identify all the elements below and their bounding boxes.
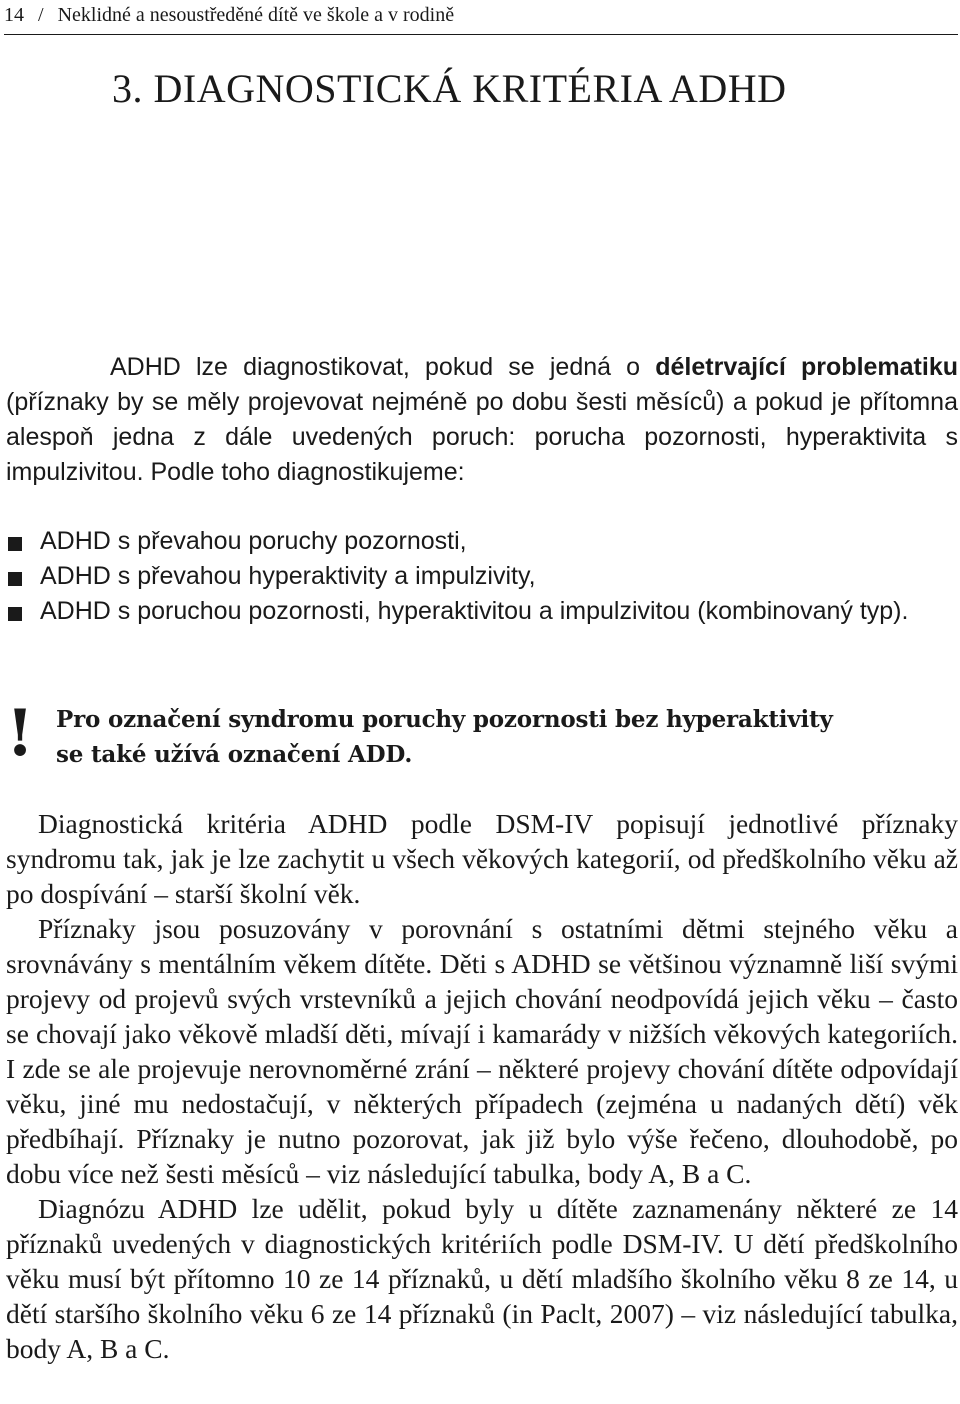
note-text bbox=[56, 702, 956, 772]
intro-paragraph bbox=[6, 350, 958, 490]
intro-text-end: (příznaky by se měly projevovat nejméně po dobu šesti měsíců) a pokud je přítomna alespoň jedna z dále uvedených poruch: porucha pozornosti, hyperaktivita s impulzivitou. Podle toho diagnostikujeme: bbox=[6, 388, 958, 486]
page-number: 14 bbox=[4, 4, 24, 26]
list-item-text: ADHD s převahou poruchy pozornosti, bbox=[40, 527, 467, 555]
intro-block bbox=[6, 350, 958, 490]
list-item bbox=[6, 524, 958, 559]
intro-emphasis: déletrvající problematiku bbox=[655, 353, 959, 381]
list-item-text: ADHD s převahou hyperaktivity a impulzivity, bbox=[40, 562, 536, 590]
exclamation-icon: ! bbox=[6, 696, 35, 771]
header-rule bbox=[4, 34, 958, 35]
square-bullet-icon bbox=[8, 537, 22, 551]
note-line-1: Pro označení syndromu poruchy pozornosti bez hyperaktivity bbox=[56, 706, 833, 733]
paragraph-diagnosis: Diagnózu ADHD lze udělit, pokud byly u dítěte zaznamenány některé ze 14 příznaků uvedených v diagnostických kritériích podle DSM-IV. U dětí předškolního věku musí být přítomno 10 ze 14 příznaků, u dětí mladšího školního věku 8 ze 14, u dětí staršího školního věku 6 ze 14 příznaků (in Paclt, 2007) – viz následující tabulka, body A, B a C. bbox=[6, 1193, 958, 1364]
square-bullet-icon bbox=[8, 607, 22, 621]
paragraph-dsm-criteria: Diagnostická kritéria ADHD podle DSM-IV popisují jednotlivé příznaky syndromu tak, jak je lze zachytit u všech věkových kategorií, od předškolního věku až po dospívání – starší školní věk. bbox=[6, 808, 958, 909]
list-item-text: ADHD s poruchou pozornosti, hyperaktivitou a impulzivitou (kombinovaný typ). bbox=[40, 597, 909, 625]
chapter-title: 3. DIAGNOSTICKÁ KRITÉRIA ADHD bbox=[112, 66, 787, 111]
note-line-2: se také užívá označení ADD. bbox=[56, 741, 413, 768]
diagnosis-type-list bbox=[6, 524, 958, 629]
header-separator: / bbox=[38, 4, 44, 26]
book-title: Neklidné a nesoustředěné dítě ve škole a v rodině bbox=[57, 4, 455, 26]
square-bullet-icon bbox=[8, 572, 22, 586]
running-header bbox=[4, 0, 958, 36]
paragraph-symptom-assessment: Příznaky jsou posuzovány v porovnání s ostatními dětmi stejného věku a srovnávány s mentálním věkem dítěte. Děti s ADHD se většinou významně liší svými projevy od projevů svých vrstevníků a jejich chování neodpovídá jejich věku – často se chovají jako věkově mladší děti, mívají i kamarády v nižších věkových kategoriích. I zde se ale projevuje nerovnoměrné zrání – některé projevy chování dítěte odpovídají věku, jiné mu nedostačují, v některých případech (zejména u nadaných dětí) věk předbíhají. Příznaky je nutno pozorovat, jak již bylo výše řečeno, dlouhodobě, po dobu více než šesti měsíců – viz následující tabulka, body A, B a C. bbox=[6, 913, 958, 1189]
note-block bbox=[6, 696, 958, 778]
list-item bbox=[6, 559, 958, 594]
list-item bbox=[6, 594, 958, 629]
intro-text-start: ADHD lze diagnostikovat, pokud se jedná o bbox=[110, 353, 656, 381]
main-text bbox=[6, 806, 958, 1366]
